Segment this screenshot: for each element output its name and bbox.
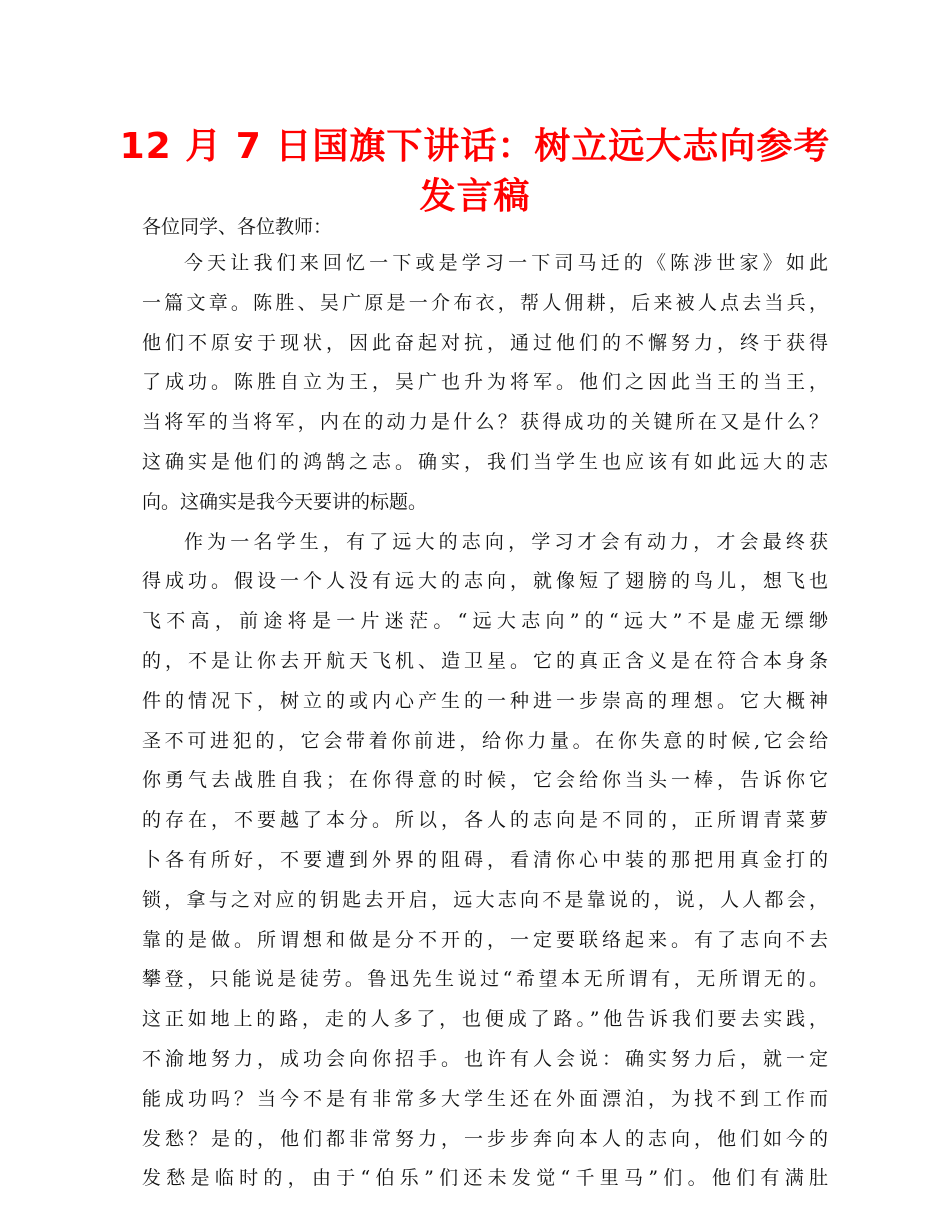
text-line: 今天让我们来回忆一下或是学习一下司马迁的《陈涉世家》如此 bbox=[184, 252, 828, 274]
text-line: 发愁？是的，他们都非常努力，一步步奔向本人的志向，他们如今的 bbox=[142, 1127, 828, 1150]
text-line: 卜各有所好，不要遭到外界的阻碍，看清你心中装的那把用真金打的 bbox=[142, 848, 828, 871]
document-body bbox=[142, 244, 828, 1199]
text-line: 锁，拿与之对应的钥匙去开启，远大志向不是靠说的，说，人人都会， bbox=[142, 888, 828, 911]
text-line: 的存在，不要越了本分。所以，各人的志向是不同的，正所谓青菜萝 bbox=[142, 809, 828, 832]
text-line: 得成功。假设一个人没有远大的志向，就像短了翅膀的鸟儿，想飞也 bbox=[142, 570, 828, 593]
text-line: 你勇气去战胜自我；在你得意的时候，它会给你当头一棒，告诉你它 bbox=[142, 769, 828, 792]
text-line: 的，不是让你去开航天飞机、造卫星。它的真正含义是在符合本身条 bbox=[142, 649, 828, 672]
paragraph-1 bbox=[142, 244, 828, 523]
text-line: 不渝地努力，成功会向你招手。也许有人会说：确实努力后，就一定 bbox=[142, 1047, 828, 1070]
text-line: 了成功。陈胜自立为王，吴广也升为将军。他们之因此当王的当王， bbox=[142, 371, 828, 394]
document-title bbox=[100, 122, 850, 222]
text-line: 他们不原安于现状，因此奋起对抗，通过他们的不懈努力，终于获得 bbox=[142, 331, 828, 354]
title-line-2: 发言稿 bbox=[419, 176, 531, 217]
salutation: 各位同学、各位教师： bbox=[142, 216, 333, 238]
text-line: 件的情况下，树立的或内心产生的一种进一步崇高的理想。它大概神 bbox=[142, 689, 828, 712]
text-line: 作为一名学生，有了远大的志向，学习才会有动力，才会最终获 bbox=[184, 530, 828, 553]
paragraph-2 bbox=[142, 523, 828, 1200]
title-line-1: 12 月 7 日国旗下讲话：树立远大志向参考 bbox=[119, 126, 831, 167]
text-line: 这正如地上的路，走的人多了，也便成了路。”他告诉我们要去实践， bbox=[142, 1008, 828, 1031]
text-line: 靠的是做。所谓想和做是分不开的，一定要联络起来。有了志向不去 bbox=[142, 928, 828, 951]
text-line: 发愁是临时的，由于“伯乐”们还未发觉“千里马”们。他们有满肚 bbox=[142, 1167, 828, 1190]
text-line: 一篇文章。陈胜、吴广原是一介布衣，帮人佣耕，后来被人点去当兵， bbox=[142, 291, 828, 314]
text-line: 圣不可进犯的，它会带着你前进，给你力量。在你失意的时候,它会给 bbox=[142, 729, 828, 752]
text-line: 攀登，只能说是徒劳。鲁迅先生说过“希望本无所谓有，无所谓无的。 bbox=[142, 968, 828, 991]
text-line: 能成功吗？当今不是有非常多大学生还在外面漂泊，为找不到工作而 bbox=[142, 1087, 828, 1110]
text-line: 飞不高，前途将是一片迷茫。“远大志向”的“远大”不是虚无缥缈 bbox=[142, 610, 828, 633]
text-line: 当将军的当将军，内在的动力是什么？获得成功的关键所在又是什么？ bbox=[142, 411, 828, 434]
text-line: 向。这确实是我今天要讲的标题。 bbox=[142, 490, 428, 513]
text-line: 这确实是他们的鸿鹄之志。确实，我们当学生也应该有如此远大的志 bbox=[142, 450, 828, 473]
